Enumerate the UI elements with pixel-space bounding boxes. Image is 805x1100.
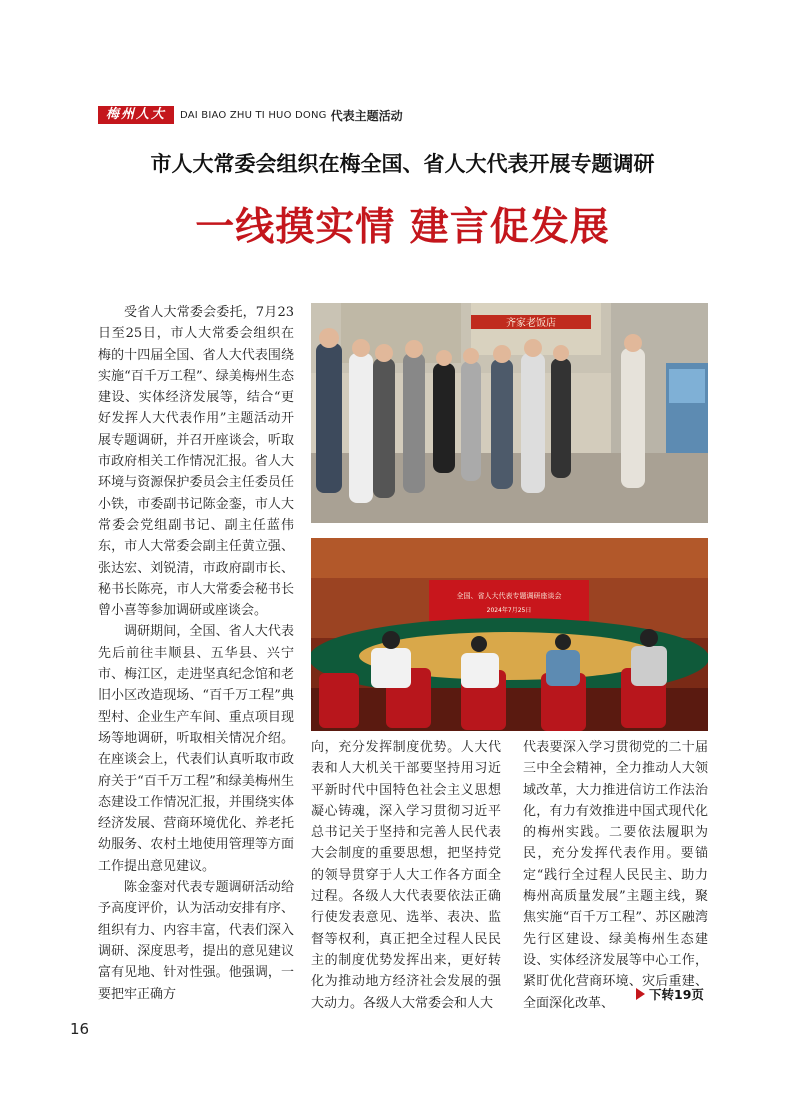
article-subtitle: 市人大常委会组织在梅全国、省人大代表开展专题调研	[150, 152, 655, 176]
article-title: 一线摸实情 建言促发展	[195, 204, 610, 250]
text-column-2	[311, 737, 501, 1014]
text-column-1	[98, 302, 294, 1005]
photo-banner-date: 2024年7月25日	[486, 607, 532, 614]
page-number: 16	[70, 1020, 90, 1038]
photo-site-visit	[311, 303, 708, 523]
triangle-arrow-icon	[636, 988, 645, 1000]
section-pinyin: DAI BIAO ZHU TI HUO DONG	[180, 109, 327, 121]
photo-banner-text: 全国、省人大代表专题调研座谈会	[456, 592, 562, 600]
paragraph-1: 受省人大常委会委托，7月23日至25日，市人大常委会组织在梅的十四届全国、省人大代表围绕实施“百千万工程”、绿美梅州生态建设、实体经济发展等，结合“更好发挥人大代表作用”主题活动开展专题调研，并召开座谈会，听取市政府相关工作情况汇报。省人大环境与资源保护委员会主任委员任小铁，市委副书记陈金銮，市人大常委会党组副书记、副主任蓝伟东，市人大常委会副主任黄立强、张达宏、刘锐清，市政府副市长、秘书长陈亮，市人大常委会秘书长曾小喜等参加调研或座谈会。	[98, 305, 294, 619]
section-name: 代表主题活动	[330, 108, 403, 123]
section-header	[98, 104, 403, 126]
photo-symposium	[311, 538, 708, 731]
paragraph-4: 向，充分发挥制度优势。人大代表和人大机关干部要坚持用习近平新时代中国特色社会主义思想凝心铸魂，深入学习贯彻习近平总书记关于坚持和完善人民代表大会制度的重要思想，把坚持党的领导贯穿于人大工作各方面全过程。各级人大代表要依法正确行使发表意见、选举、表决、监督等权利，真正把全过程人民民主的制度优势发挥出来，更好转化为推动地方经济社会发展的强大动力。各级人大常委会和人大	[311, 740, 501, 1011]
text-column-3	[523, 737, 708, 1014]
photo-shop-sign: 齐家老饭店	[506, 318, 556, 329]
magazine-brand: 梅州人大	[98, 106, 174, 124]
continued-link[interactable]	[636, 985, 704, 1003]
paragraph-3: 陈金銮对代表专题调研活动给予高度评价，认为活动安排有序、组织有力、内容丰富，代表们深入调研、深度思考，提出的意见建议富有见地、针对性强。他强调，一要把牢正确方	[98, 880, 294, 1002]
paragraph-2: 调研期间，全国、省人大代表先后前往丰顺县、五华县、兴宁市、梅江区，走进坚真纪念馆和老旧小区改造现场、“百千万工程”典型村、企业生产车间、重点项目现场等地调研，听取相关情况介绍。在座谈会上，代表们认真听取市政府关于“百千万工程”和绿美梅州生态建设工作情况汇报，并围绕实体经济发展、营商环境优化、养老托幼服务、农村土地使用管理等方面工作提出意见建议。	[98, 624, 294, 874]
continued-text: 下转19页	[649, 987, 704, 1002]
paragraph-5: 代表要深入学习贯彻党的二十届三中全会精神，全力推动人大领域改革，大力推进信访工作法治化，有力有效推进中国式现代化的梅州实践。二要依法履职为民，充分发挥代表作用。要锚定“践行全过程人民民主、助力梅州高质量发展”主题主线，聚焦实施“百千万工程”、苏区融湾先行区建设、绿美梅州生态建设、实体经济发展等中心工作，紧盯优化营商环境、灾后重建、全面深化改革、	[523, 740, 708, 1011]
